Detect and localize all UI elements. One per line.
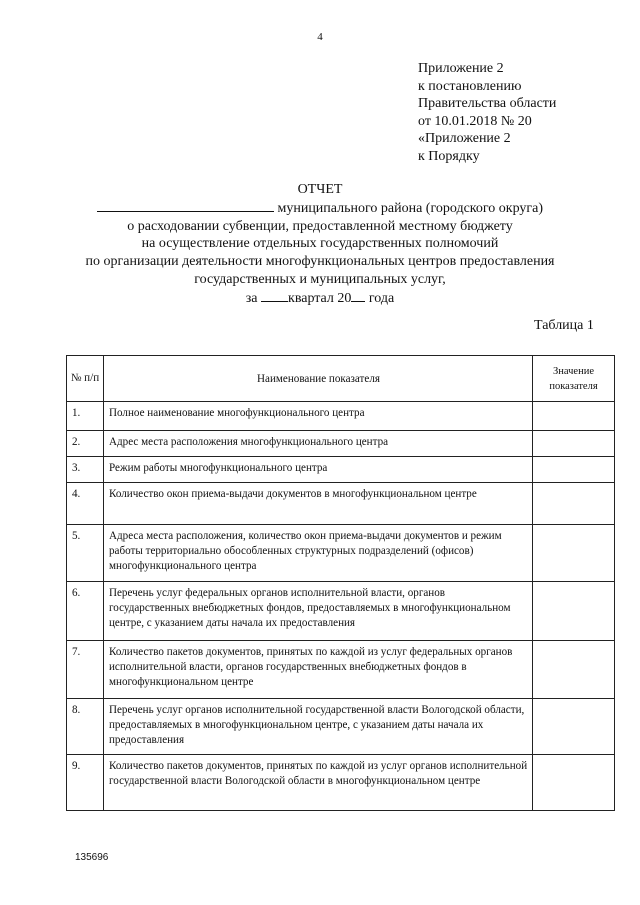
heading-line: по организации деятельности многофункциональных центров предоставления <box>85 254 555 270</box>
row-num: 3. <box>67 457 104 483</box>
report-table <box>66 355 615 811</box>
row-value <box>533 699 615 755</box>
table-row <box>67 525 615 582</box>
table-row <box>67 641 615 699</box>
heading-line-period: за квартал 20 года <box>245 290 395 306</box>
report-heading <box>0 181 640 308</box>
row-value <box>533 431 615 457</box>
row-name: Количество окон приема-выдачи документов в многофункциональном центре <box>104 483 533 525</box>
report-title: ОТЧЕТ <box>297 182 343 197</box>
table-row <box>67 457 615 483</box>
row-value <box>533 755 615 811</box>
table-header-row <box>67 356 615 402</box>
row-name: Полное наименование многофункционального центра <box>104 402 533 431</box>
table-label: Таблица 1 <box>534 318 594 333</box>
row-name: Режим работы многофункционального центра <box>104 457 533 483</box>
appendix-line: Приложение 2 <box>418 61 504 76</box>
row-value <box>533 641 615 699</box>
table-row <box>67 699 615 755</box>
appendix-line: к Порядку <box>418 148 480 164</box>
row-name: Адрес места расположения многофункционального центра <box>104 431 533 457</box>
heading-line: государственных и муниципальных услуг, <box>194 271 446 287</box>
appendix-line: Правительства области <box>418 96 557 112</box>
row-name: Перечень услуг федеральных органов исполнительной власти, органов государственных внебюджетных фондов, предоставляемых в многофункциональном центре, с указанием даты начала их предоставления <box>104 582 533 641</box>
row-value <box>533 525 615 582</box>
row-name: Адреса места расположения, количество окон приема-выдачи документов и режим работы территориально обособленных структурных подразделений (офисов) многофункционального центра <box>104 525 533 582</box>
heading-line: о расходовании субвенции, предоставленной местному бюджету <box>127 218 513 234</box>
row-num: 8. <box>67 699 104 755</box>
table-row <box>67 755 615 811</box>
row-value <box>533 483 615 525</box>
appendix-line: от 10.01.2018 № 20 <box>418 113 532 129</box>
document-code: 135696 <box>75 852 109 863</box>
row-value <box>533 582 615 641</box>
row-value <box>533 402 615 431</box>
appendix-block <box>418 60 556 166</box>
row-num: 9. <box>67 755 104 811</box>
row-name: Количество пакетов документов, принятых по каждой из услуг органов исполнительной государственной власти Вологодской области в многофункциональном центре <box>104 755 533 811</box>
row-value <box>533 457 615 483</box>
header-num: № п/п <box>67 356 104 402</box>
row-num: 2. <box>67 431 104 457</box>
heading-line-district: муниципального района (городского округа) <box>0 199 640 218</box>
table-row <box>67 483 615 525</box>
heading-line: на осуществление отдельных государственных полномочий <box>141 236 499 252</box>
row-num: 4. <box>67 483 104 525</box>
quarter-blank <box>261 289 288 302</box>
row-name: Количество пакетов документов, принятых по каждой из услуг федеральных органов исполнительной власти, органов государственных внебюджетных фондов в многофункциональном центре <box>104 641 533 699</box>
header-name: Наименование показателя <box>104 356 533 402</box>
row-num: 5. <box>67 525 104 582</box>
district-name-blank <box>97 199 274 212</box>
appendix-line: «Приложение 2 <box>418 131 511 147</box>
row-num: 6. <box>67 582 104 641</box>
row-num: 1. <box>67 402 104 431</box>
appendix-line: к постановлению <box>418 78 522 94</box>
row-num: 7. <box>67 641 104 699</box>
row-name: Перечень услуг органов исполнительной государственной власти Вологодской области, предоставляемых в многофункциональном центре, с указанием даты начала их предоставления <box>104 699 533 755</box>
table-row <box>67 431 615 457</box>
page-number: 4 <box>317 31 323 43</box>
header-value: Значение показателя <box>533 356 615 402</box>
year-blank <box>351 289 365 302</box>
table-row <box>67 582 615 641</box>
table-row <box>67 402 615 431</box>
